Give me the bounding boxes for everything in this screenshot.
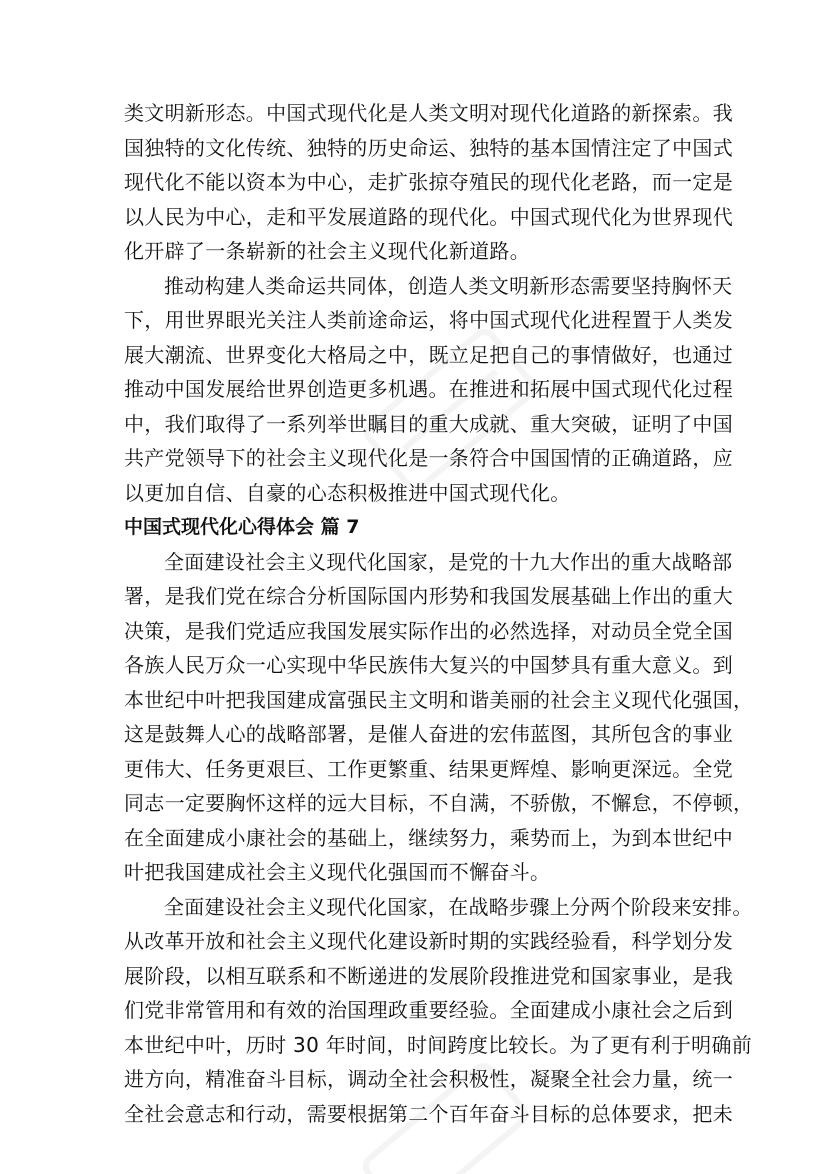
text-line: 推动构建人类命运共同体，创造人类文明新形态需要坚持胸怀天 [164, 273, 733, 298]
text-line: 展阶段，以相互联系和不断递进的发展阶段推进党和国家事业，是我 [124, 963, 733, 988]
text-line: 同志一定要胸怀这样的远大目标，不自满，不骄傲，不懈怠，不停顿， [124, 791, 754, 815]
text-line: 在全面建成小康社会的基础上，继续努力，乘势而上，为到本世纪中 [124, 825, 733, 850]
text-line: 共产党领导下的社会主义现代化是一条符合中国国情的正确道路，应 [124, 446, 733, 470]
text-line: 以人民为中心，走和平发展道路的现代化。中国式现代化为世界现代 [124, 204, 733, 229]
paragraph [124, 890, 753, 1132]
section-heading: 中国式现代化心得体会 篇 7 [124, 516, 360, 538]
text-line: 更伟大、任务更艰巨、工作更繁重、结果更辉煌、影响更深远。全党 [124, 756, 733, 781]
text-line: 署，是我们党在综合分析国际国内形势和我国发展基础上作出的重大 [124, 584, 733, 608]
text-line: 全面建设社会主义现代化国家，在战略步骤上分两个阶段来安排。 [164, 894, 753, 919]
document-body [124, 96, 754, 1131]
text-line: 本世纪中叶把我国建成富强民主文明和谐美丽的社会主义现代化强国， [124, 687, 754, 712]
text-line: 各族人民万众一心实现中华民族伟大复兴的中国梦具有重大意义。到 [124, 653, 733, 677]
text-line: 中，我们取得了一系列举世瞩目的重大成就、重大突破，证明了中国 [124, 411, 733, 436]
text-line: 们党非常管用和有效的治国理政重要经验。全面建成小康社会之后到 [124, 998, 733, 1022]
text-line: 下，用世界眼光关注人类前途命运，将中国式现代化进程置于人类发 [124, 308, 733, 332]
text-line: 从改革开放和社会主义现代化建设新时期的实践经验看，科学划分发 [124, 929, 733, 953]
paragraph [124, 545, 754, 890]
text-line: 以更加自信、自豪的心态积极推进中国式现代化。 [124, 480, 571, 505]
text-line: 叶把我国建成社会主义现代化强国而不懈奋斗。 [124, 860, 551, 884]
text-line: 展大潮流、世界变化大格局之中，既立足把自己的事情做好，也通过 [124, 342, 733, 367]
text-line: 类文明新形态。中国式现代化是人类文明对现代化道路的新探索。我 [124, 101, 733, 125]
text-line: 这是鼓舞人心的战略部署，是催人奋进的宏伟蓝图，其所包含的事业 [124, 722, 733, 746]
text-line: 国独特的文化传统、独特的历史命运、独特的基本国情注定了中国式 [124, 135, 733, 160]
text-line: 现代化不能以资本为中心，走扩张掠夺殖民的现代化老路，而一定是 [124, 170, 733, 194]
text-line: 全社会意志和行动，需要根据第二个百年奋斗目标的总体要求，把未 [124, 1101, 733, 1126]
paragraph [124, 269, 733, 511]
paragraph [124, 96, 733, 269]
text-line: 推动中国发展给世界创造更多机遇。在推进和拓展中国式现代化过程 [124, 377, 733, 401]
text-line: 进方向，精准奋斗目标，调动全社会积极性，凝聚全社会力量，统一 [124, 1067, 733, 1091]
text-line: 决策，是我们党适应我国发展实际作出的必然选择，对动员全党全国 [124, 618, 733, 643]
text-line: 化开辟了一条崭新的社会主义现代化新道路。 [124, 239, 530, 263]
text-line: 本世纪中叶，历时 30 年时间，时间跨度比较长。为了更有利于明确前 [124, 1032, 753, 1057]
text-line: 全面建设社会主义现代化国家，是党的十九大作出的重大战略部 [164, 549, 733, 574]
